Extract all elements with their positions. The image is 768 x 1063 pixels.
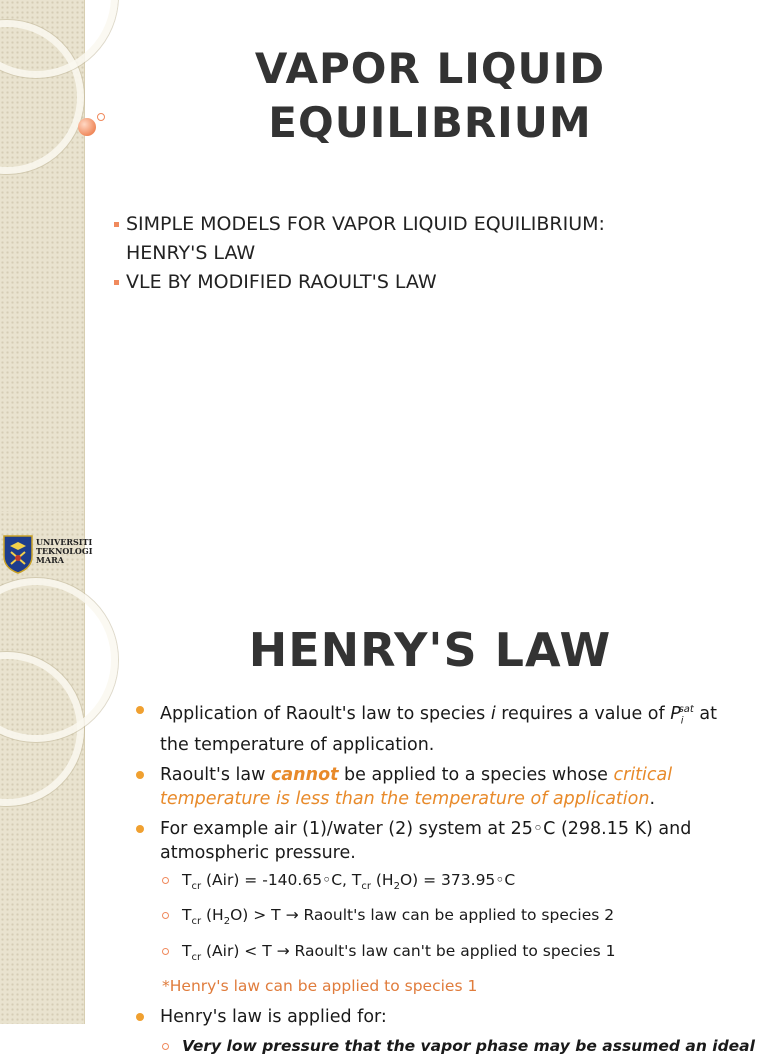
- text-segment: Application of Raoult's law to species: [160, 703, 491, 724]
- subscript: 2: [393, 881, 400, 893]
- text-segment: (H: [370, 871, 394, 890]
- ring-bullet-icon: [162, 1043, 169, 1050]
- footnote-text: *Henry's law can be applied to species 1: [162, 976, 478, 995]
- decorative-ring-icon: [97, 113, 105, 121]
- slide-1: [0, 0, 768, 512]
- round-bullet-icon: [136, 825, 144, 833]
- title-line-2: EQUILIBRIUM: [268, 98, 592, 147]
- text-segment: requires a value of: [495, 703, 671, 724]
- text-segment: (Air) = -140.65◦C, T: [201, 871, 362, 890]
- subscript: cr: [361, 881, 371, 893]
- decorative-circle: [0, 0, 118, 78]
- subscript: cr: [191, 881, 202, 893]
- sub-list-item: [134, 1035, 755, 1057]
- list-item: [134, 817, 744, 865]
- sub-list-item: [134, 869, 744, 898]
- list-item: [134, 1005, 744, 1029]
- decorative-circle: [0, 578, 118, 742]
- subscript: 2: [223, 916, 231, 928]
- crest-icon: [2, 534, 34, 574]
- text-segment: at the temperature of application.: [160, 703, 717, 756]
- text-segment: T: [182, 906, 192, 925]
- ring-bullet-icon: [162, 948, 169, 955]
- text-segment: (H: [201, 906, 224, 925]
- text-segment: O) = 373.95◦C: [399, 871, 516, 890]
- emphasis-cannot: cannot: [270, 765, 339, 786]
- logo-text-line-1: UNIVERSITI: [36, 537, 93, 547]
- text-segment: T: [182, 941, 192, 960]
- list-item: [114, 268, 754, 297]
- subscript: cr: [191, 916, 202, 928]
- list-item-text: HENRY'S LAW: [126, 242, 256, 264]
- list-item-text: VLE BY MODIFIED RAOULT'S LAW: [126, 271, 437, 293]
- list-item: [134, 763, 744, 811]
- list-item: [134, 698, 744, 757]
- logo-text-line-3: MARA: [36, 555, 64, 565]
- symbol-p: P: [670, 703, 681, 724]
- text-segment: .: [649, 789, 656, 810]
- title-line-1: VAPOR LIQUID: [254, 44, 606, 93]
- round-bullet-icon: [136, 771, 144, 779]
- university-logo: [2, 530, 93, 578]
- square-bullet-icon: [114, 222, 119, 227]
- emphasis-text: critical temperature is less than the temperature of application: [160, 765, 673, 810]
- ring-bullet-icon: [162, 877, 169, 884]
- ring-bullet-icon: [162, 912, 169, 919]
- square-bullet-icon: [114, 280, 119, 285]
- slide-2-title: HENRY'S LAW: [248, 623, 612, 677]
- round-bullet-icon: [136, 1013, 144, 1021]
- text-segment: O) > T → Raoult's law can be applied to species 2: [230, 906, 615, 925]
- text-segment: Raoult's law: [160, 765, 271, 786]
- text-segment: Henry's law is applied for:: [160, 1006, 387, 1027]
- superscript: sat: [678, 704, 694, 715]
- text-segment: be applied to a species whose: [338, 765, 614, 786]
- text-segment: (Air) < T → Raoult's law can't be applied to species 1: [201, 941, 616, 960]
- sub-list-item: [134, 940, 744, 969]
- slide-2-bullet-list: [134, 698, 755, 1063]
- slide-1-title: [120, 42, 740, 150]
- decorative-side-strip: [0, 512, 85, 1024]
- slide-1-bullet-list: [114, 210, 754, 297]
- text-segment: For example air (1)/water (2) system at 25◦C (298.15 K) and atmospheric pressure.: [160, 819, 692, 864]
- round-bullet-icon: [136, 706, 144, 714]
- text-segment: Very low pressure that the vapor phase may be assumed an ideal: [182, 1036, 755, 1055]
- decorative-dot-icon: [78, 118, 96, 136]
- decorative-side-strip: [0, 0, 85, 512]
- list-item-text: SIMPLE MODELS FOR VAPOR LIQUID EQUILIBRIUM:: [126, 213, 605, 235]
- text-segment: T: [182, 871, 192, 890]
- text-segment: i: [490, 703, 496, 724]
- subscript: cr: [191, 951, 202, 963]
- sub-list-item: [134, 904, 744, 933]
- logo-text-line-2: TEKNOLOGI: [36, 546, 93, 556]
- subscript: i: [680, 715, 684, 727]
- list-item: [114, 210, 754, 268]
